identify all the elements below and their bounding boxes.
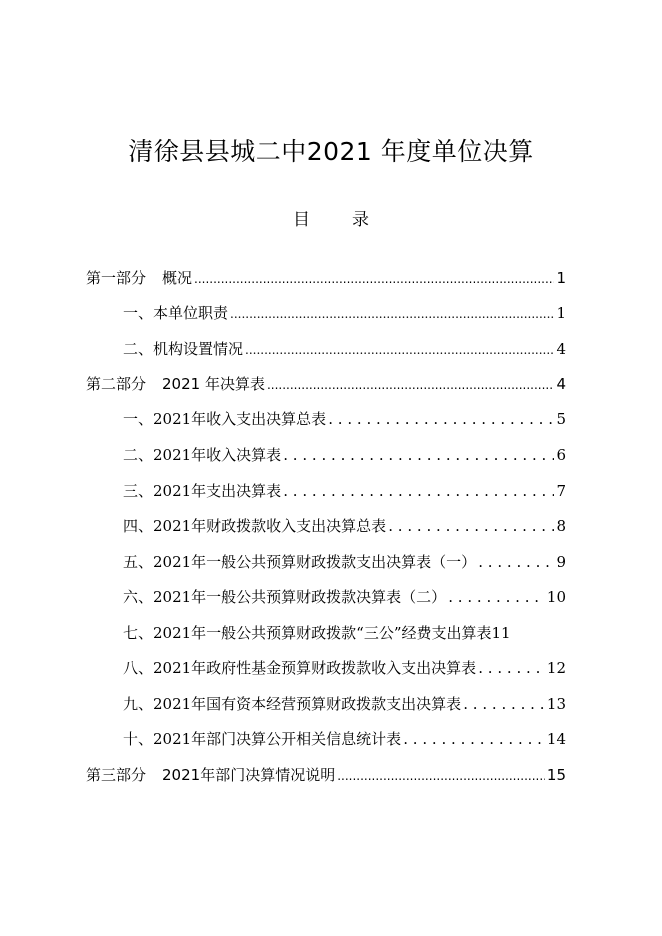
toc-section-label: 第二部分 [86, 375, 147, 393]
toc-heading-char-1: 目 [293, 210, 310, 230]
toc-leader-dots [328, 408, 554, 430]
toc-entry-label: 六、2021年一般公共预算财政拨款决算表（二） [123, 588, 447, 606]
toc-entry-label: 四、2021年财政拨款收入支出决算总表 [123, 517, 387, 535]
toc-entry-label: 七、2021年一般公共预算财政拨款“三公”经费支出算表 [123, 624, 492, 642]
toc-entry-label: 九、2021年国有资本经营预算财政拨款支出决算表 [123, 695, 462, 713]
toc-entry-label: 二、2021年收入决算表 [123, 446, 282, 464]
toc-page-number: 12 [546, 659, 566, 677]
document-title: 清徐县县城二中2021 年度单位决算 [128, 137, 534, 166]
toc-entry-label: 2021 年决算表 [162, 375, 265, 393]
toc-page-number: 4 [556, 340, 566, 358]
toc-page-number: 14 [546, 730, 566, 748]
toc-section-label: 第三部分 [86, 766, 147, 784]
toc-page-number: 4 [556, 375, 566, 393]
toc-entry-label: 五、2021年一般公共预算财政拨款支出决算表（一） [123, 553, 477, 571]
toc-entry[interactable] [0, 728, 566, 750]
toc-leader-dots [283, 444, 554, 466]
toc-page-number: 11 [491, 624, 511, 642]
toc-section-label: 第一部分 [86, 269, 147, 287]
toc-leader-dots [337, 765, 545, 787]
toc-page-number: 5 [556, 410, 566, 428]
toc-entry[interactable] [0, 515, 566, 537]
toc-page-number: 7 [556, 482, 566, 500]
toc-entry[interactable] [0, 551, 566, 573]
toc-leader-dots [194, 268, 554, 290]
toc-entry-label: 三、2021年支出决算表 [123, 482, 282, 500]
toc-leader-dots [388, 515, 554, 537]
toc-page-number: 8 [556, 517, 566, 535]
toc-entry[interactable] [0, 408, 566, 430]
toc-page-number: 10 [546, 588, 566, 606]
toc-entry-label: 2021年部门决算情况说明 [162, 766, 336, 784]
toc-page-number: 1 [556, 269, 566, 287]
toc-entry[interactable] [0, 480, 566, 502]
toc-entry-label: 概况 [162, 269, 193, 287]
toc-entry[interactable] [0, 586, 566, 608]
toc-leader-dots [267, 374, 554, 396]
toc-entry[interactable] [0, 622, 566, 644]
toc-entry-part-3[interactable] [0, 764, 566, 786]
toc-entry-label: 十、2021年部门决算公开相关信息统计表 [123, 730, 402, 748]
toc-heading-char-2: 录 [352, 210, 369, 230]
toc-leader-dots [403, 728, 545, 750]
toc-leader-dots [245, 339, 554, 361]
toc-entry[interactable] [0, 657, 566, 679]
toc-page-number: 9 [556, 553, 566, 571]
toc-entry-label: 二、机构设置情况 [123, 340, 244, 358]
toc-page-number: 1 [556, 304, 566, 322]
toc-page-number: 13 [546, 695, 566, 713]
toc-entry[interactable] [0, 693, 566, 715]
toc-heading [0, 205, 662, 230]
toc-entry-part-1[interactable] [0, 267, 566, 289]
toc-leader-dots [230, 303, 554, 325]
toc-page-number: 6 [556, 446, 566, 464]
toc-leader-dots [283, 480, 554, 502]
toc-entry[interactable] [0, 302, 566, 324]
toc-leader-dots [478, 657, 545, 679]
toc-leader-dots [463, 693, 545, 715]
toc-entry-part-2[interactable] [0, 373, 566, 395]
toc-entry-label: 八、2021年政府性基金预算财政拨款收入支出决算表 [123, 659, 477, 677]
toc-leader-dots [448, 586, 545, 608]
toc-page-number: 15 [546, 766, 566, 784]
toc-entry[interactable] [0, 338, 566, 360]
toc-entry[interactable] [0, 444, 566, 466]
toc-leader-dots [478, 551, 554, 573]
toc-entry-label: 一、本单位职责 [123, 304, 229, 322]
toc-entry-label: 一、2021年收入支出决算总表 [123, 410, 327, 428]
